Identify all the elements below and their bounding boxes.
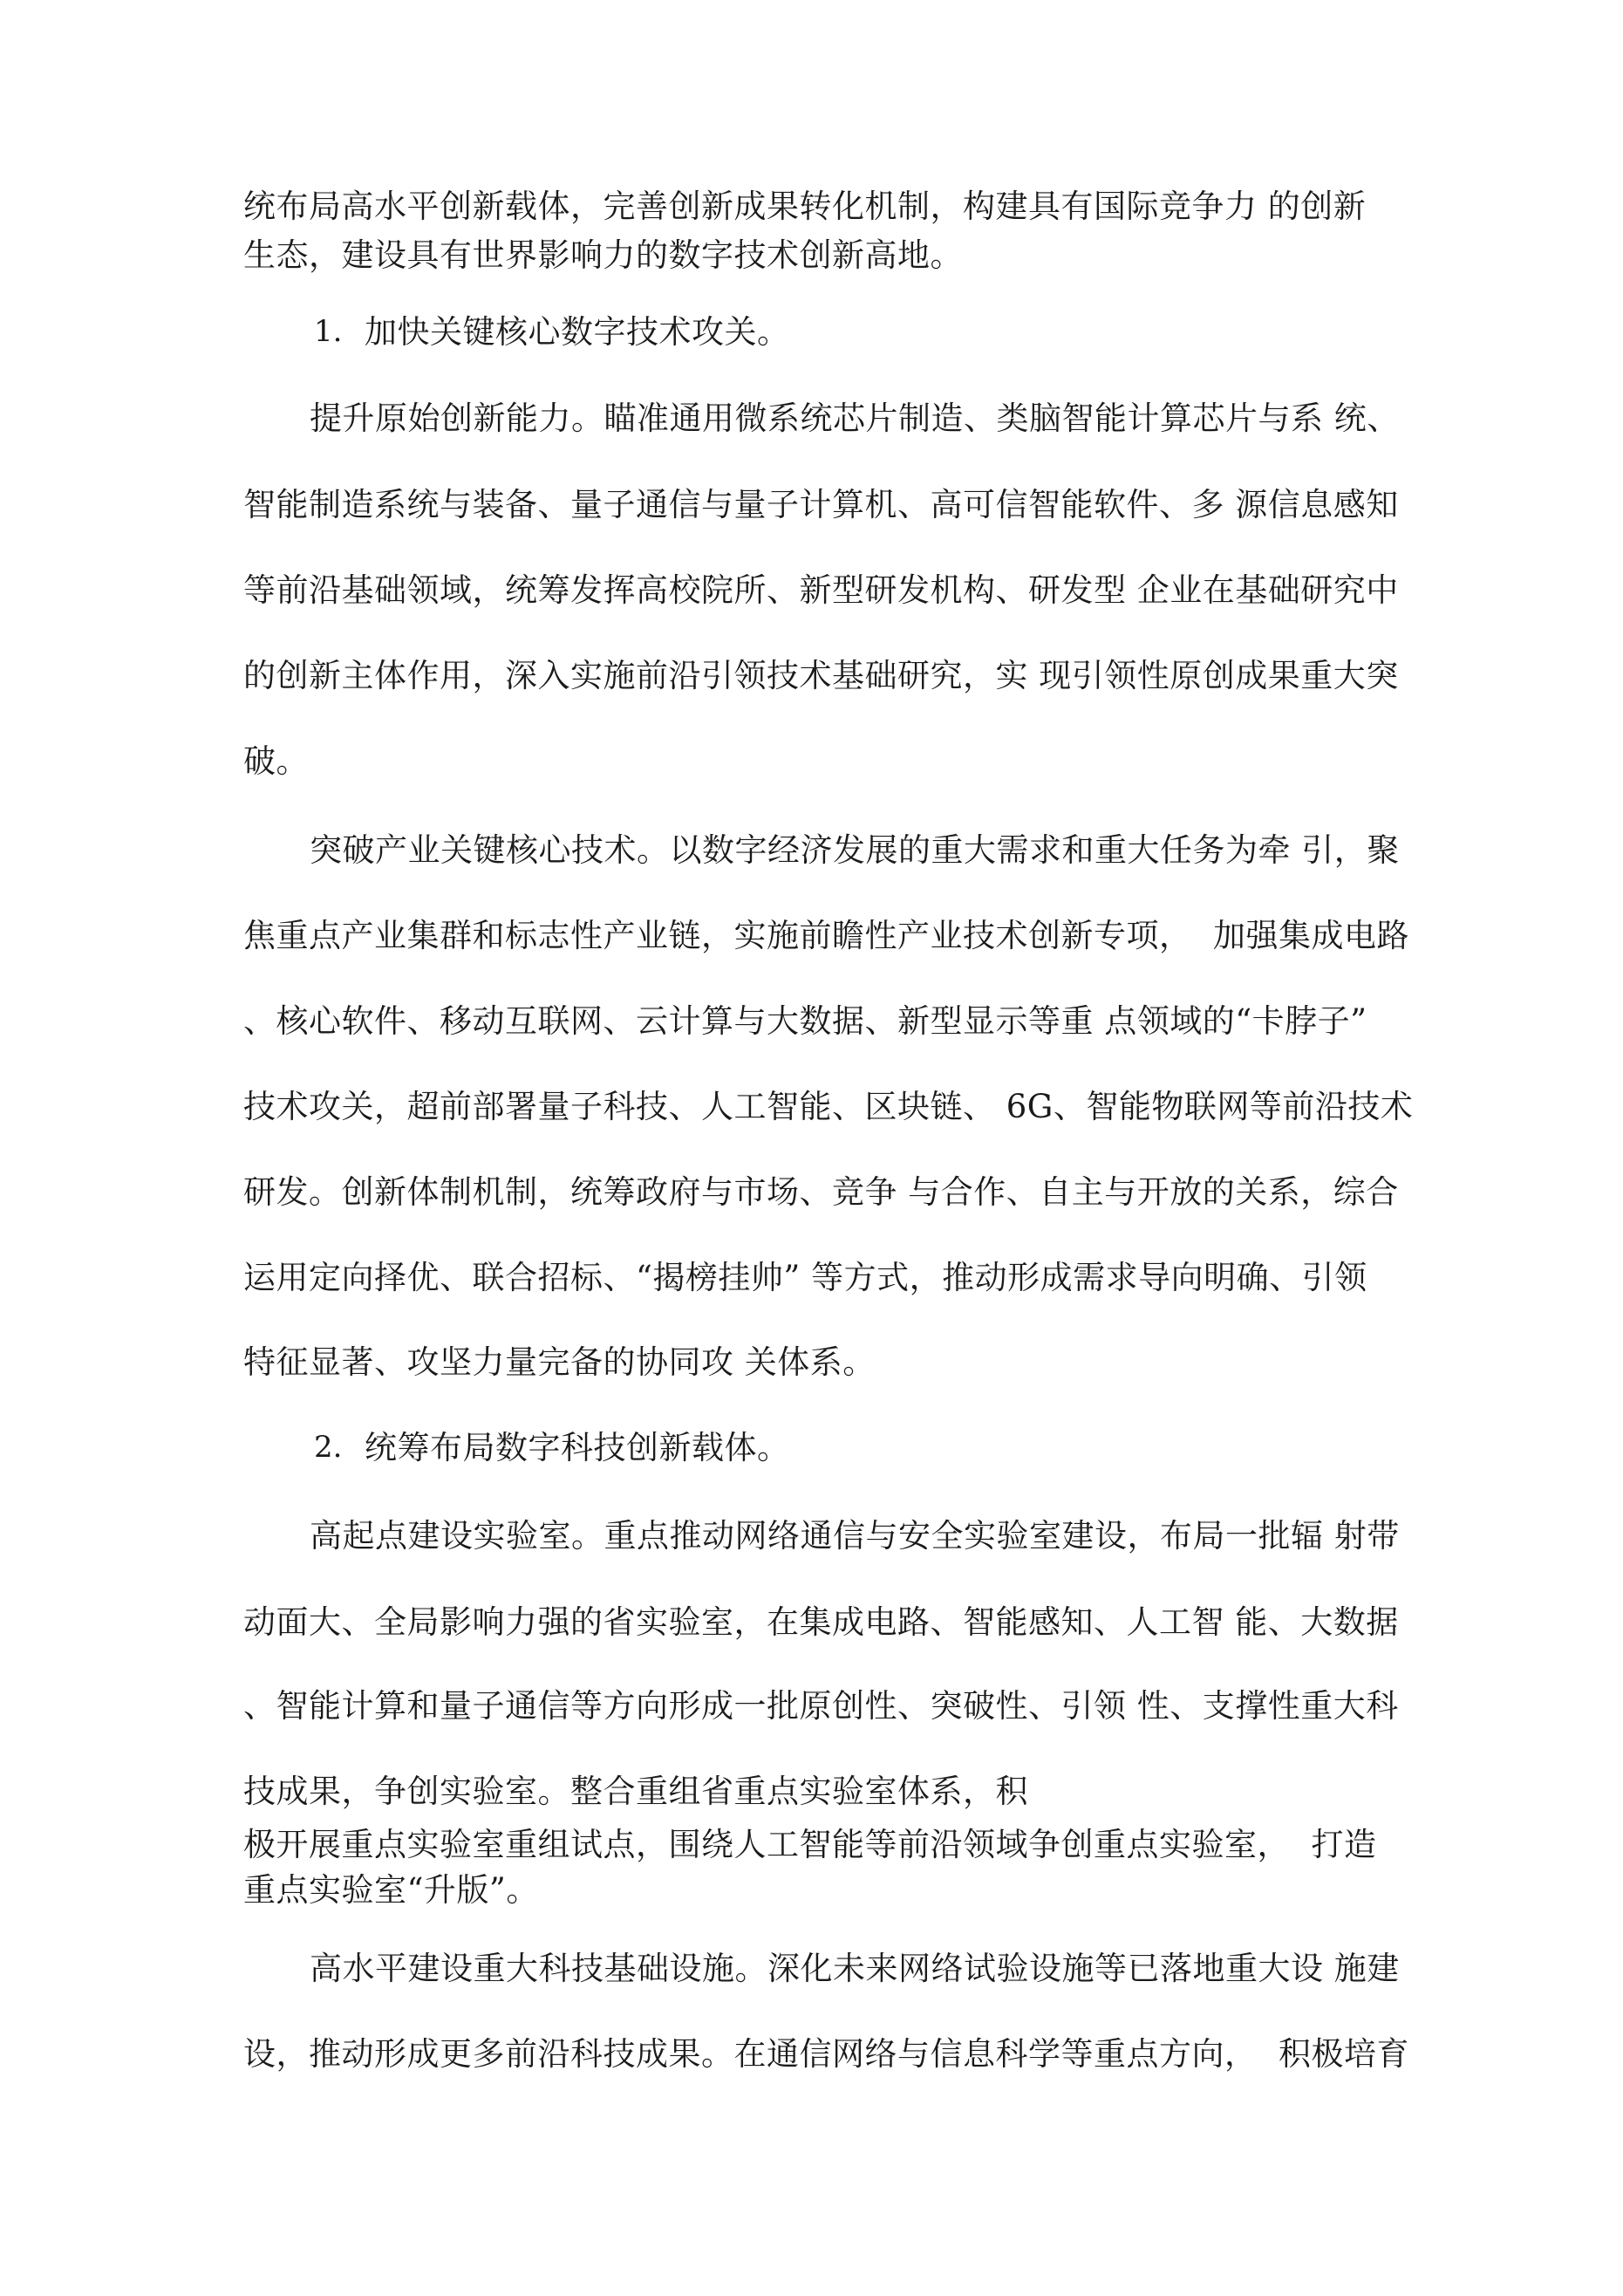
paragraph-line: 智能制造系统与装备、量子通信与量子计算机、高可信智能软件、多 源信息感知 bbox=[243, 486, 1399, 523]
section-2-number: 2. bbox=[314, 1430, 343, 1465]
paragraph-line: 破。 bbox=[243, 742, 309, 780]
section-1-number: 1. bbox=[314, 314, 343, 349]
paragraph-line: 生态，建设具有世界影响力的数字技术创新高地。 bbox=[243, 236, 963, 274]
paragraph-first-line: 提升原始创新能力。瞄准通用微系统芯片制造、类脑智能计算芯片与系 统、 bbox=[310, 400, 1400, 437]
paragraph-line: 技成果，争创实验室。整合重组省重点实验室体系，积 bbox=[243, 1773, 1028, 1810]
paragraph-line: 特征显著、攻坚力量完备的协同攻 关体系。 bbox=[243, 1343, 876, 1381]
paragraph-line: 极开展重点实验室重组试点，围绕人工智能等前沿领域争创重点实验室， 打造 bbox=[243, 1826, 1377, 1863]
paragraph-line: 的创新主体作用，深入实施前沿引领技术基础研究，实 现引领性原创成果重大突 bbox=[243, 657, 1399, 694]
paragraph-line: 、核心软件、移动互联网、云计算与大数据、新型显示等重 点领域的“卡脖子” bbox=[243, 1002, 1367, 1040]
paragraph-line: 研发。创新体制机制，统筹政府与市场、竞争 与合作、自主与开放的关系，综合 bbox=[243, 1173, 1399, 1211]
paragraph-line: 焦重点产业集群和标志性产业链，实施前瞻性产业技术创新专项， 加强集成电路 bbox=[243, 917, 1410, 954]
section-2-heading: 统筹布局数字科技创新载体。 bbox=[365, 1429, 790, 1466]
paragraph-line: 运用定向择优、联合招标、“揭榜挂帅” 等方式，推动形成需求导向明确、引领 bbox=[243, 1259, 1367, 1296]
paragraph-line: 动面大、全局影响力强的省实验室，在集成电路、智能感知、人工智 能、大数据 bbox=[243, 1603, 1399, 1641]
paragraph-first-line: 高起点建设实验室。重点推动网络通信与安全实验室建设，布局一批辐 射带 bbox=[310, 1517, 1400, 1555]
paragraph-first-line: 突破产业关键核心技术。以数字经济发展的重大需求和重大任务为牵 引，聚 bbox=[310, 831, 1400, 869]
paragraph-line: 重点实验室“升版”。 bbox=[243, 1871, 539, 1909]
paragraph-line: 等前沿基础领域，统筹发挥高校院所、新型研发机构、研发型 企业在基础研究中 bbox=[243, 571, 1399, 609]
paragraph-line: 、智能计算和量子通信等方向形成一批原创性、突破性、引领 性、支撑性重大科 bbox=[243, 1687, 1399, 1725]
paragraph-line: 技术攻关，超前部署量子科技、人工智能、区块链、 6G、智能物联网等前沿技术 bbox=[243, 1088, 1414, 1125]
paragraph-line: 统布局高水平创新载体，完善创新成果转化机制，构建具有国际竞争力 的创新 bbox=[243, 188, 1367, 225]
paragraph-line: 设，推动形成更多前沿科技成果。在通信网络与信息科学等重点方向， 积极培育 bbox=[243, 2035, 1410, 2073]
paragraph-first-line: 高水平建设重大科技基础设施。深化未来网络试验设施等已落地重大设 施建 bbox=[310, 1950, 1400, 1987]
section-1-heading: 加快关键核心数字技术攻关。 bbox=[365, 313, 790, 351]
